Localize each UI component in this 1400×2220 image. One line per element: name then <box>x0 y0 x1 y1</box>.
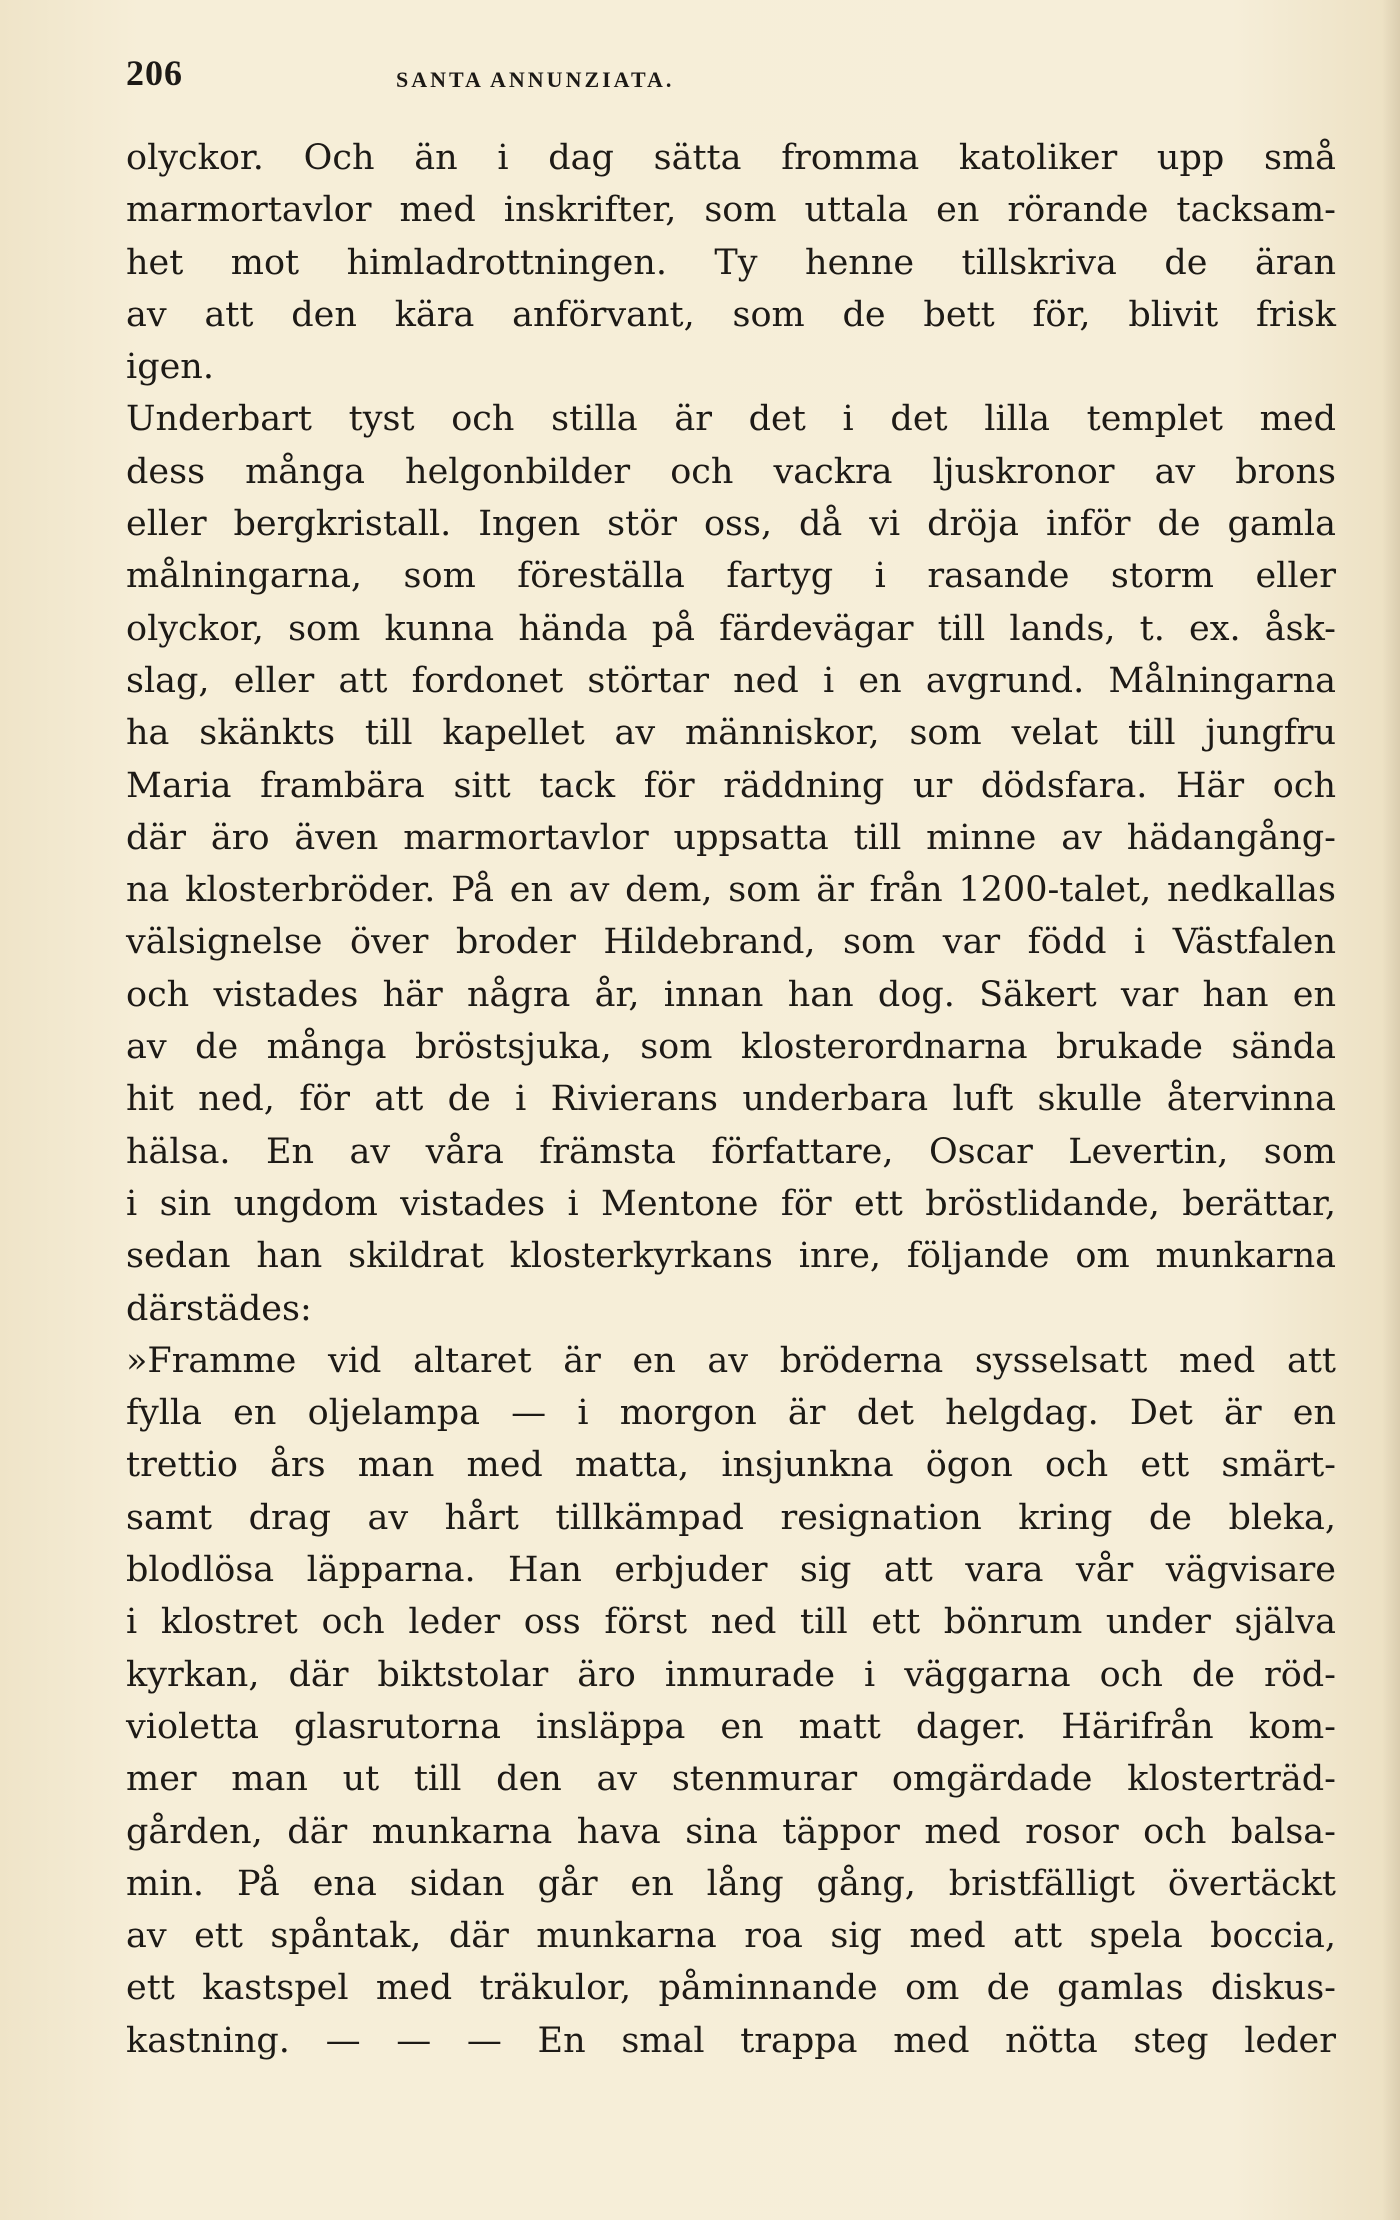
text-line: marmortavlor med inskrifter, som uttala en rörande tacksam- <box>126 190 1336 231</box>
text-line: Underbart tyst och stilla är det i det lilla templet med <box>126 399 1336 440</box>
text-line: kastning. — — — En smal trappa med nötta steg leder <box>126 2020 1336 2061</box>
text-line: och vistades här några år, innan han dog. Säkert var han en <box>126 974 1336 1015</box>
text-line: mer man ut till den av stenmurar omgärdade klosterträd- <box>126 1759 1336 1800</box>
text-line: därstädes: <box>126 1288 312 1329</box>
text-line: där äro även marmortavlor uppsatta till minne av hädangång- <box>126 817 1336 858</box>
text-line: hälsa. En av våra främsta författare, Oscar Levertin, som <box>126 1131 1336 1172</box>
text-line: gården, där munkarna hava sina täppor med rosor och balsa- <box>126 1811 1336 1852</box>
text-line: hit ned, för att de i Rivierans underbara luft skulle återvinna <box>126 1079 1336 1120</box>
text-line: ett kastspel med träkulor, påminnande om de gamlas diskus- <box>126 1968 1336 2009</box>
text-line: olyckor. Och än i dag sätta fromma katoliker upp små <box>126 138 1336 178</box>
page-edge-shadow <box>1382 0 1400 2220</box>
text-line: i klostret och leder oss först ned till ett bönrum under själva <box>126 1602 1336 1643</box>
body-text <box>126 132 1336 2067</box>
text-line: av att den kära anförvant, som de bett för, blivit frisk <box>126 294 1336 335</box>
text-line: igen. <box>126 347 214 388</box>
text-line: min. På ena sidan går en lång gång, bristfälligt övertäckt <box>126 1863 1336 1904</box>
text-line: »Framme vid altaret är en av bröderna sysselsatt med att <box>126 1340 1336 1381</box>
text-line: na klosterbröder. På en av dem, som är från 1200-talet, nedkallas <box>126 870 1336 911</box>
text-line: av ett spåntak, där munkarna roa sig med att spela boccia, <box>126 1916 1336 1957</box>
text-line: av de många bröstsjuka, som klosterordnarna brukade sända <box>126 1027 1336 1068</box>
text-line: sedan han skildrat klosterkyrkans inre, följande om munkarna <box>126 1236 1336 1277</box>
text-line: dess många helgonbilder och vackra ljuskronor av brons <box>126 451 1336 492</box>
text-line: fylla en oljelampa — i morgon är det helgdag. Det är en <box>126 1393 1336 1434</box>
text-line: eller bergkristall. Ingen stör oss, då vi dröja inför de gamla <box>126 504 1336 545</box>
page-header <box>126 52 1336 102</box>
text-line: ha skänkts till kapellet av människor, som velat till jungfru <box>126 713 1336 754</box>
text-line: olyckor, som kunna hända på färdevägar till lands, t. ex. åsk- <box>126 608 1336 649</box>
page-number: 206 <box>126 53 183 93</box>
text-line: slag, eller att fordonet störtar ned i en avgrund. Målningarna <box>126 660 1336 701</box>
text-line: välsignelse över broder Hildebrand, som var född i Västfalen <box>126 922 1336 963</box>
text-line: Maria frambära sitt tack för räddning ur dödsfara. Här och <box>126 765 1336 806</box>
text-line: het mot himladrottningen. Ty henne tillskriva de äran <box>126 242 1336 283</box>
text-line: kyrkan, där biktstolar äro inmurade i väggarna och de röd- <box>126 1654 1336 1695</box>
text-line: trettio års man med matta, insjunkna ögon och ett smärt- <box>126 1445 1336 1486</box>
text-line: målningarna, som föreställa fartyg i rasande storm eller <box>126 556 1336 597</box>
text-line: i sin ungdom vistades i Mentone för ett bröstlidande, berättar, <box>126 1183 1336 1224</box>
text-line: violetta glasrutorna insläppa en matt dager. Härifrån kom- <box>126 1706 1336 1747</box>
running-head: SANTA ANNUNZIATA. <box>396 67 675 92</box>
text-line: samt drag av hårt tillkämpad resignation kring de bleka, <box>126 1497 1336 1538</box>
text-line: blodlösa läpparna. Han erbjuder sig att vara vår vägvisare <box>126 1550 1336 1591</box>
